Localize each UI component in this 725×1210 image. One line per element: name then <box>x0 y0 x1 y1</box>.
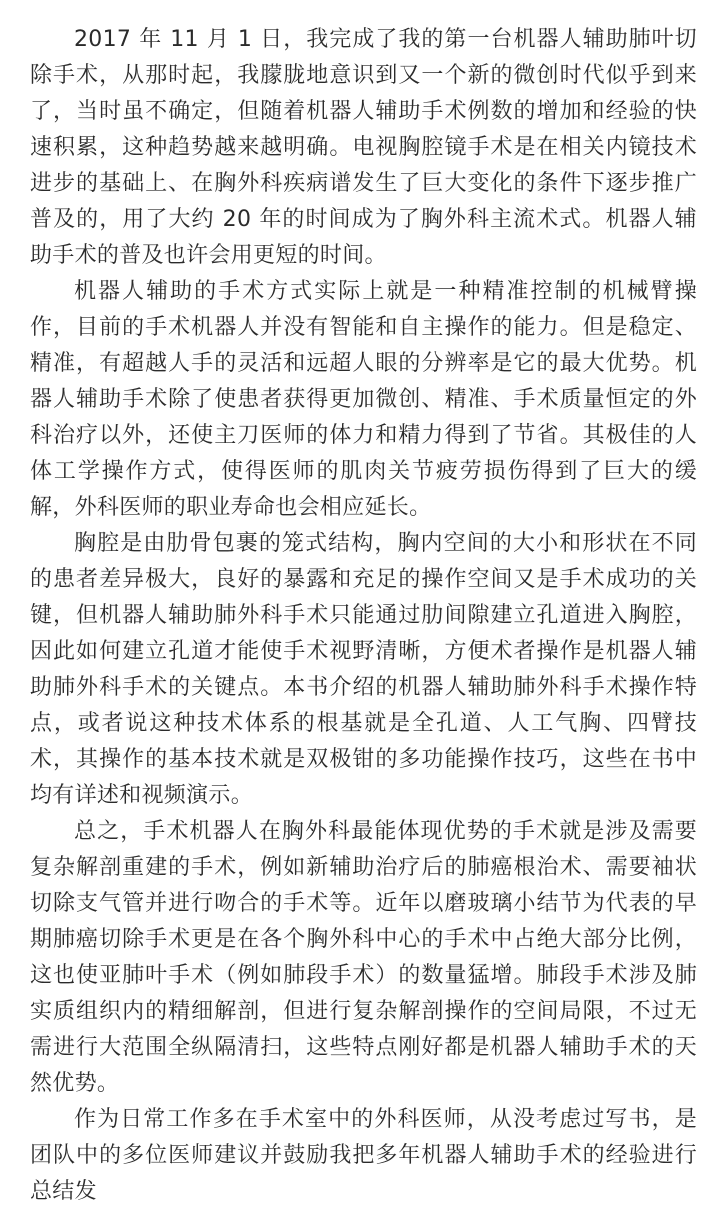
paragraph-2: 机器人辅助的手术方式实际上就是一种精准控制的机械臂操作，目前的手术机器人并没有智能和自主操作的能力。但是稳定、精准，有超越人手的灵活和远超人眼的分辨率是它的最大优势。机器人辅助手术除了使患者获得更加微创、精准、手术质量恒定的外科治疗以外，还使主刀医师的体力和精力得到了节省。其极佳的人体工学操作方式，使得医师的肌肉关节疲劳损伤得到了巨大的缓解，外科医师的职业寿命也会相应延长。 <box>30 279 697 520</box>
paragraph-3: 胸腔是由肋骨包裹的笼式结构，胸内空间的大小和形状在不同的患者差异极大，良好的暴露和充足的操作空间又是手术成功的关键，但机器人辅助肺外科手术只能通过肋间隙建立孔道进入胸腔，因此如何建立孔道才能使手术视野清晰，方便术者操作是机器人辅助肺外科手术的关键点。本书介绍的机器人辅助肺外科手术操作特点，或者说这种技术体系的根基就是全孔道、人工气胸、四臂技术，其操作的基本技术就是双极钳的多功能操作技巧，这些在书中均有详述和视频演示。 <box>30 531 697 808</box>
paragraph-4: 总之，手术机器人在胸外科最能体现优势的手术就是涉及需要复杂解剖重建的手术，例如新辅助治疗后的肺癌根治术、需要袖状切除支气管并进行吻合的手术等。近年以磨玻璃小结节为代表的早期肺癌切除手术更是在各个胸外科中心的手术中占绝大部分比例，这也使亚肺叶手术（例如肺段手术）的数量猛增。肺段手术涉及肺实质组织内的精细解剖，但进行复杂解剖操作的空间局限，不过无需进行大范围全纵隔清扫，这些特点刚好都是机器人辅助手术的天然优势。 <box>30 819 697 1096</box>
paragraph-5: 作为日常工作多在手术室中的外科医师，从没考虑过写书，是团队中的多位医师建议并鼓励我把多年机器人辅助手术的经验进行总结发 <box>30 1107 697 1204</box>
paragraph-1: 2017 年 11 月 1 日，我完成了我的第一台机器人辅助肺叶切除手术，从那时起，我朦胧地意识到又一个新的微创时代似乎到来了，当时虽不确定，但随着机器人辅助手术例数的增加和经验的快速积累，这种趋势越来越明确。电视胸腔镜手术是在相关内镜技术进步的基础上、在胸外科疾病谱发生了巨大变化的条件下逐步推广普及的，用了大约 20 年的时间成为了胸外科主流术式。机器人辅助手术的普及也许会用更短的时间。 <box>30 27 697 268</box>
